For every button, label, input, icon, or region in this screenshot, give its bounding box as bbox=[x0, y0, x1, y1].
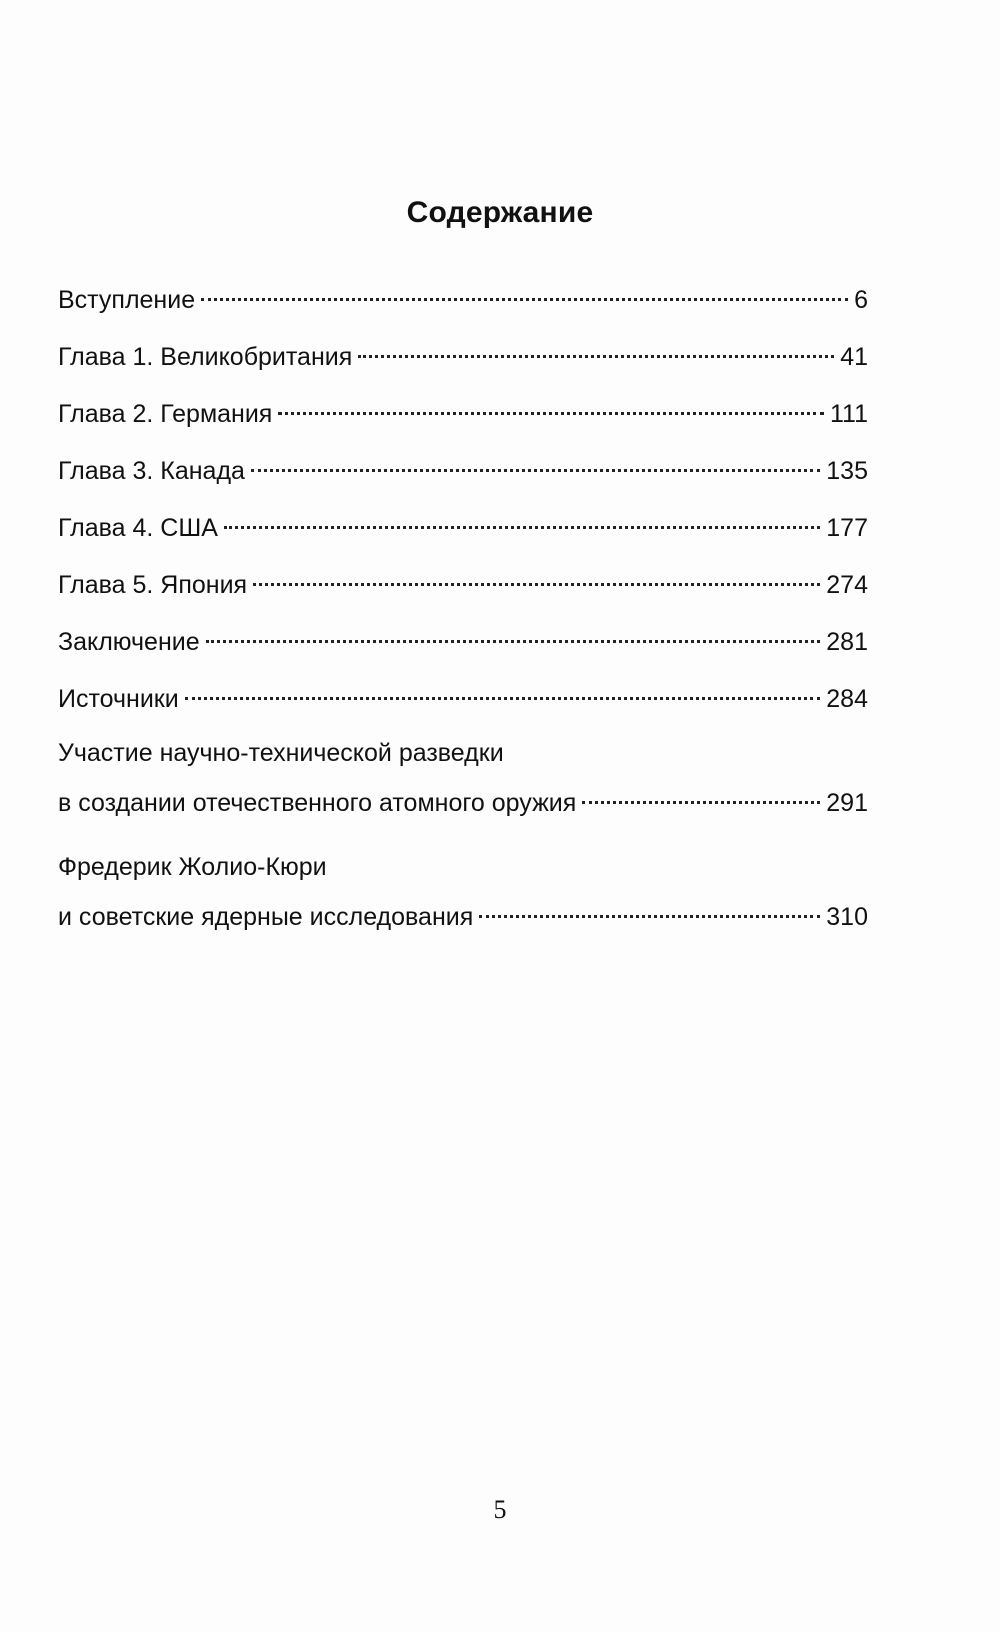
dot-leader bbox=[479, 915, 820, 918]
toc-entry bbox=[58, 778, 868, 828]
toc-entry bbox=[58, 272, 868, 329]
dot-leader bbox=[251, 469, 820, 472]
toc-entry-label-line1: Участие научно-технической разведки bbox=[58, 739, 504, 767]
toc-entry-label: Глава 3. Канада bbox=[58, 457, 245, 485]
table-of-contents bbox=[58, 272, 868, 942]
toc-entry-label-line2: в создании отечественного атомного оружия bbox=[58, 789, 577, 817]
toc-entry-page: 41 bbox=[840, 343, 868, 371]
toc-entry bbox=[58, 671, 868, 728]
dot-leader bbox=[278, 412, 824, 415]
toc-entry-label: Заключение bbox=[58, 628, 200, 656]
toc-entry-multiline bbox=[58, 842, 868, 942]
toc-entry-page: 291 bbox=[826, 789, 868, 817]
toc-entry-page: 135 bbox=[826, 457, 868, 485]
dot-leader bbox=[358, 355, 834, 358]
toc-entry-label: Глава 4. США bbox=[58, 514, 218, 542]
toc-entry-page: 111 bbox=[829, 400, 868, 428]
toc-entry-label: Источники bbox=[58, 685, 179, 713]
toc-entry-multiline bbox=[58, 728, 868, 828]
dot-leader bbox=[201, 298, 848, 301]
toc-entry bbox=[58, 443, 868, 500]
toc-entry-label-line2: и советские ядерные исследования bbox=[58, 903, 474, 931]
toc-entry-page: 274 bbox=[826, 571, 868, 599]
dot-leader bbox=[224, 526, 820, 529]
toc-entry-label: Глава 1. Великобритания bbox=[58, 343, 353, 371]
toc-entry-page: 6 bbox=[854, 286, 868, 314]
toc-entry bbox=[58, 329, 868, 386]
toc-entry-label: Глава 2. Германия bbox=[58, 400, 273, 428]
toc-entry bbox=[58, 892, 868, 942]
toc-entry bbox=[58, 386, 868, 443]
toc-entry-page: 284 bbox=[826, 685, 868, 713]
toc-entry-label-line1: Фредерик Жолио-Кюри bbox=[58, 853, 327, 881]
toc-entry bbox=[58, 614, 868, 671]
dot-leader bbox=[253, 583, 820, 586]
spacer bbox=[58, 828, 868, 842]
toc-entry-page: 177 bbox=[826, 514, 868, 542]
toc-entry-page: 281 bbox=[826, 628, 868, 656]
toc-entry bbox=[58, 500, 868, 557]
toc-entry-page: 310 bbox=[826, 903, 868, 931]
page-number: 5 bbox=[493, 1495, 507, 1524]
dot-leader bbox=[185, 697, 821, 700]
toc-entry bbox=[58, 557, 868, 614]
toc-entry-label: Вступление bbox=[58, 286, 196, 314]
page-title: Содержание bbox=[406, 196, 594, 229]
toc-entry-label: Глава 5. Япония bbox=[58, 571, 248, 599]
dot-leader bbox=[582, 801, 820, 804]
dot-leader bbox=[206, 640, 821, 643]
